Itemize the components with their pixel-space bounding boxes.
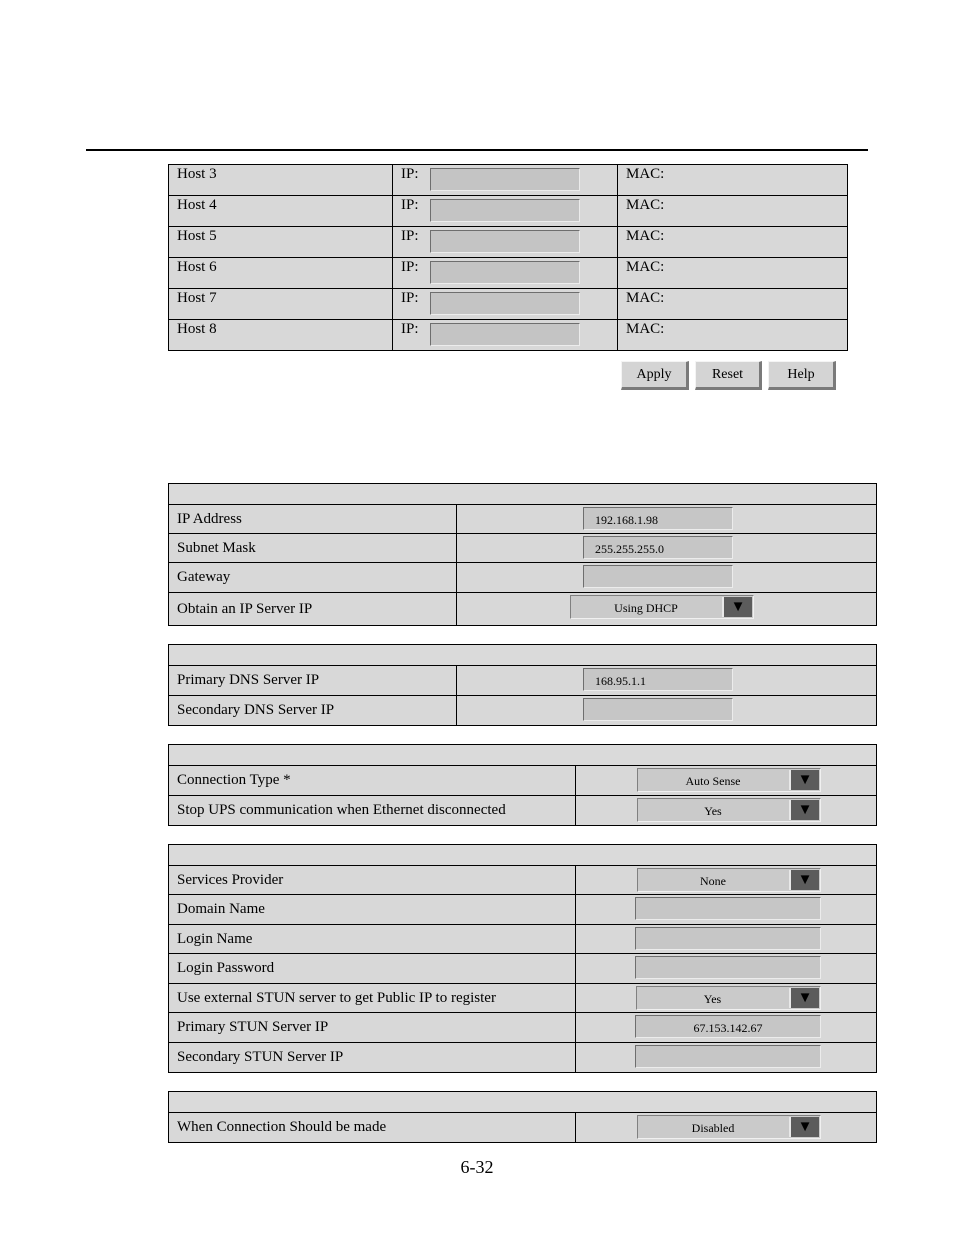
table-row: [169, 563, 876, 593]
ip-address-label: IP Address: [169, 505, 457, 533]
host-label: Host 4: [169, 196, 393, 226]
login-name-input[interactable]: [635, 927, 821, 950]
stun-use-label: Use external STUN server to get Public IP to register: [169, 984, 576, 1012]
table-row: [169, 227, 847, 258]
ethernet-table: [168, 744, 877, 826]
table-row: [169, 1113, 876, 1142]
table-header: [169, 745, 876, 766]
table-row: [169, 766, 876, 796]
stun-primary-input[interactable]: 67.153.142.67: [635, 1015, 821, 1038]
host-table: [168, 164, 848, 351]
table-header: [169, 645, 876, 666]
triangle-down-icon: ▼: [789, 870, 819, 890]
table-row: [169, 1013, 876, 1043]
table-row: [169, 593, 876, 625]
login-password-label: Login Password: [169, 954, 576, 983]
table-row: [169, 534, 876, 563]
table-row: [169, 666, 876, 696]
stun-primary-label: Primary STUN Server IP: [169, 1013, 576, 1042]
when-connection-select[interactable]: [637, 1115, 821, 1139]
secondary-dns-label: Secondary DNS Server IP: [169, 696, 457, 725]
table-row: [169, 696, 876, 725]
when-connection-value: Disabled: [691, 1121, 735, 1135]
table-row: [169, 895, 876, 925]
stun-use-select[interactable]: [636, 986, 821, 1010]
host-label: Host 6: [169, 258, 393, 288]
host-3-ip-input[interactable]: [430, 168, 580, 191]
primary-dns-label: Primary DNS Server IP: [169, 666, 457, 695]
ip-label: IP:: [401, 290, 419, 306]
table-header: [169, 1092, 876, 1113]
dns-table: [168, 644, 877, 726]
mac-label: MAC:: [626, 321, 665, 337]
domain-name-input[interactable]: [635, 897, 821, 920]
host-8-ip-input[interactable]: [430, 323, 580, 346]
ip-label: IP:: [401, 321, 419, 337]
ddns-table: [168, 844, 877, 1073]
table-header: [169, 845, 876, 866]
triangle-down-icon: ▼: [722, 597, 752, 617]
when-connection-label: When Connection Should be made: [169, 1113, 576, 1142]
apply-button[interactable]: Apply: [621, 361, 689, 390]
mac-label: MAC:: [626, 228, 665, 244]
table-header: [169, 484, 876, 505]
table-row: [169, 289, 847, 320]
stun-secondary-label: Secondary STUN Server IP: [169, 1043, 576, 1072]
ip-label: IP:: [401, 197, 419, 213]
host-4-ip-input[interactable]: [430, 199, 580, 222]
stun-secondary-input[interactable]: [635, 1045, 821, 1068]
primary-dns-input[interactable]: 168.95.1.1: [583, 668, 733, 691]
table-row: [169, 165, 847, 196]
table-row: [169, 320, 847, 350]
stop-ups-value: Yes: [704, 804, 722, 818]
obtain-ip-value: Using DHCP: [614, 601, 678, 615]
host-5-ip-input[interactable]: [430, 230, 580, 253]
host-label: Host 8: [169, 320, 393, 350]
ip-address-input[interactable]: 192.168.1.98: [583, 507, 733, 530]
gateway-label: Gateway: [169, 563, 457, 592]
table-row: [169, 796, 876, 825]
host-label: Host 7: [169, 289, 393, 319]
connection-type-value: Auto Sense: [685, 774, 741, 788]
help-button[interactable]: Help: [768, 361, 836, 390]
host-label: Host 3: [169, 165, 393, 195]
obtain-ip-label: Obtain an IP Server IP: [169, 593, 457, 625]
gateway-input[interactable]: [583, 565, 733, 588]
services-provider-label: Services Provider: [169, 866, 576, 894]
table-row: [169, 1043, 876, 1072]
table-row: [169, 866, 876, 895]
mac-label: MAC:: [626, 290, 665, 306]
services-provider-value: None: [700, 874, 726, 888]
mac-label: MAC:: [626, 197, 665, 213]
header-rule: [86, 149, 868, 151]
ip-settings-table: [168, 483, 877, 626]
mac-label: MAC:: [626, 259, 665, 275]
reset-button[interactable]: Reset: [695, 361, 762, 390]
table-row: [169, 505, 876, 534]
connection-type-select[interactable]: [637, 768, 821, 792]
table-row: [169, 258, 847, 289]
mac-label: MAC:: [626, 166, 665, 182]
triangle-down-icon: ▼: [789, 1117, 819, 1137]
host-label: Host 5: [169, 227, 393, 257]
host-7-ip-input[interactable]: [430, 292, 580, 315]
host-6-ip-input[interactable]: [430, 261, 580, 284]
connection-type-label: Connection Type *: [169, 766, 576, 795]
obtain-ip-select[interactable]: [570, 595, 754, 619]
triangle-down-icon: ▼: [789, 770, 819, 790]
services-provider-select[interactable]: [637, 868, 821, 892]
table-row: [169, 925, 876, 954]
subnet-mask-label: Subnet Mask: [169, 534, 457, 562]
domain-name-label: Domain Name: [169, 895, 576, 924]
stop-ups-select[interactable]: [637, 798, 821, 822]
stun-use-value: Yes: [703, 992, 722, 1006]
secondary-dns-input[interactable]: [583, 698, 733, 721]
triangle-down-icon: ▼: [789, 800, 819, 820]
table-row: [169, 196, 847, 227]
ip-label: IP:: [401, 259, 419, 275]
ip-label: IP:: [401, 166, 419, 182]
table-row: [169, 984, 876, 1013]
ip-label: IP:: [401, 228, 419, 244]
page-number: 6-32: [460, 1157, 494, 1177]
login-name-label: Login Name: [169, 925, 576, 953]
triangle-down-icon: ▼: [789, 988, 819, 1008]
login-password-input[interactable]: [635, 956, 821, 979]
table-row: [169, 954, 876, 984]
connection-table: [168, 1091, 877, 1143]
subnet-mask-input[interactable]: 255.255.255.0: [583, 536, 733, 559]
stop-ups-label: Stop UPS communication when Ethernet disconnected: [169, 796, 576, 825]
